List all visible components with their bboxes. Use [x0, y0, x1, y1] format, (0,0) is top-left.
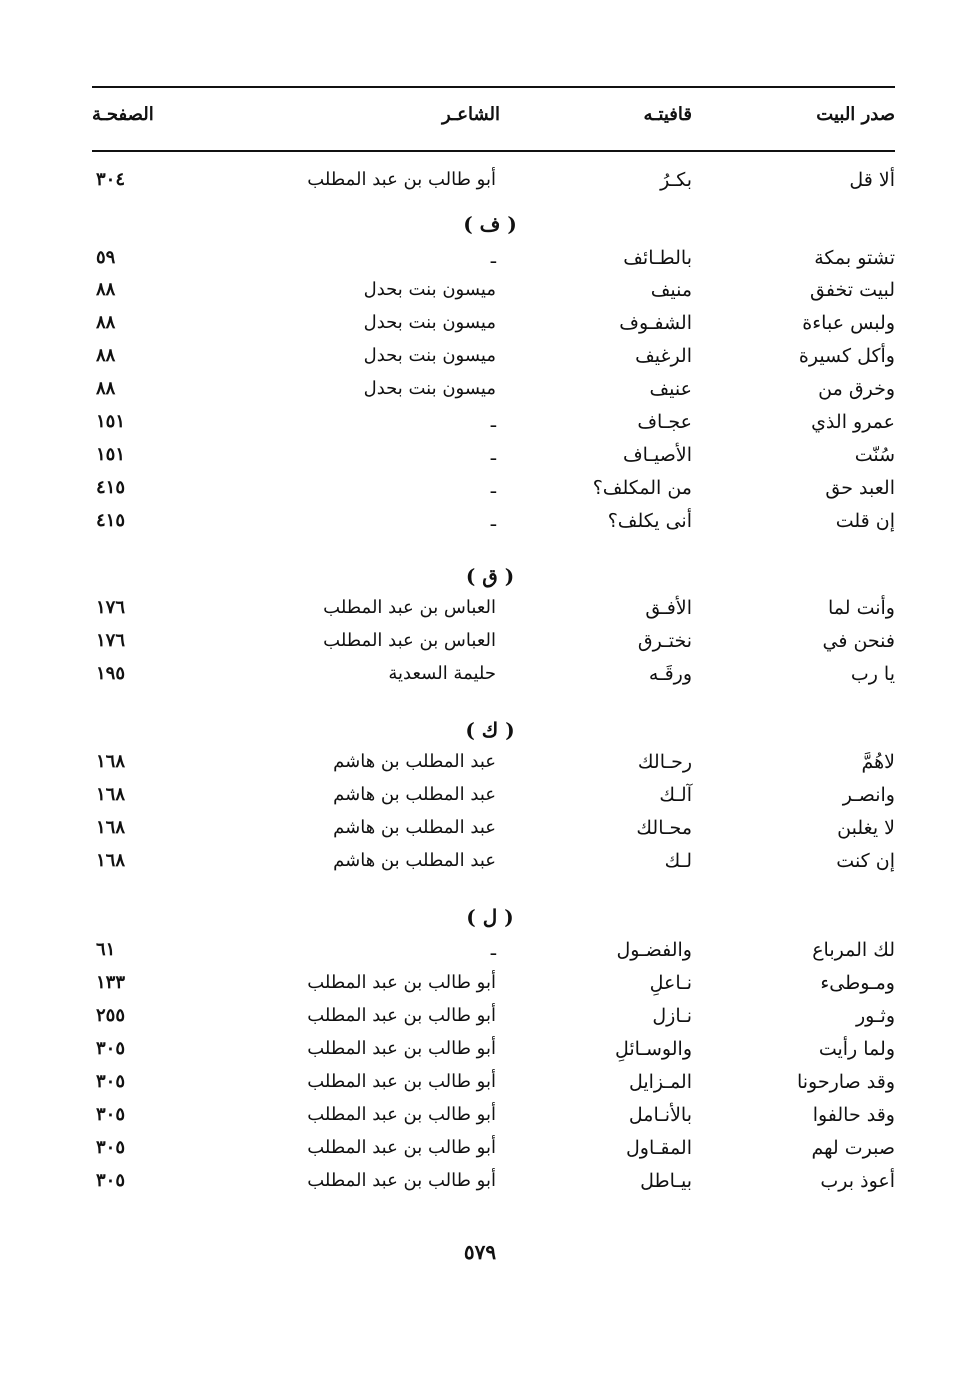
table-row — [0, 748, 957, 776]
table-row — [0, 408, 957, 436]
page-number: ١٩٥ — [96, 663, 126, 684]
header-rule — [92, 150, 895, 152]
table-row — [0, 969, 957, 997]
poet-name: ميسون بنت بحدل — [363, 345, 496, 366]
page-number: ١٣٣ — [96, 972, 126, 993]
table-row — [0, 244, 957, 272]
page-number: ١٦٨ — [96, 784, 126, 805]
verse-opening: عمرو الذي — [811, 411, 895, 433]
poet-name: عبد المطلب بن هاشم — [333, 817, 496, 838]
header-poet: الشاعـر — [442, 104, 500, 125]
page-number: ٨٨ — [96, 345, 116, 366]
table-row — [0, 309, 957, 337]
verse-rhyme: عنيف — [649, 378, 692, 400]
table-row — [0, 1101, 957, 1129]
poet-name: ـ — [490, 477, 496, 498]
page-number: ٣٠٥ — [96, 1071, 126, 1092]
verse-opening: وثـور — [855, 1005, 895, 1027]
verse-rhyme: عجـاف — [637, 411, 692, 433]
poet-name: العباس بن عبد المطلب — [323, 597, 496, 618]
page-number: ٦١ — [96, 939, 116, 960]
page-folio: ٥٧٩ — [463, 1240, 497, 1264]
page-number: ٣٠٥ — [96, 1137, 126, 1158]
table-row — [0, 594, 957, 622]
table-row — [0, 814, 957, 842]
verse-opening: صبرت لهم — [811, 1137, 895, 1159]
verse-opening: ولبس عباءة — [802, 312, 895, 334]
verse-rhyme: بالطـائف — [623, 247, 692, 269]
page-number: ٨٨ — [96, 279, 116, 300]
verse-rhyme: ورقَـه — [648, 663, 692, 685]
poet-name: أبو طالب بن عبد المطلب — [307, 1104, 496, 1125]
verse-opening: ومـوطىء — [820, 972, 895, 994]
poet-name: عبد المطلب بن هاشم — [333, 784, 496, 805]
verse-opening: لبيت تخفق — [810, 279, 895, 301]
verse-rhyme: الأفـق — [645, 597, 692, 619]
page-number: ٣٠٥ — [96, 1104, 126, 1125]
poet-name: ميسون بنت بحدل — [363, 378, 496, 399]
verse-opening: وأنت لما — [827, 597, 895, 619]
verse-opening: أعوذ برب — [820, 1170, 895, 1192]
verse-rhyme: رحـالك — [637, 751, 692, 773]
page-number: ١٦٨ — [96, 850, 126, 871]
table-row — [0, 1068, 957, 1096]
verse-opening: يا رب — [850, 663, 895, 685]
table-row — [0, 627, 957, 655]
poet-name: أبو طالب بن عبد المطلب — [307, 1170, 496, 1191]
header-qafiya: قافيتـه — [643, 104, 692, 125]
verse-rhyme: نختـرق — [637, 630, 692, 652]
verse-rhyme: والوسـائلِ — [614, 1038, 692, 1060]
table-row — [0, 1134, 957, 1162]
page-number: ١٧٦ — [96, 597, 126, 618]
page-number: ٢٥٥ — [96, 1005, 126, 1026]
section-heading: ( ف ) — [463, 212, 517, 236]
verse-opening: وأكل كسيرة — [798, 345, 895, 367]
verse-rhyme: والفضـول — [616, 939, 692, 961]
page-number: ٣٠٤ — [96, 169, 126, 190]
table-row — [0, 441, 957, 469]
page-number: ١٧٦ — [96, 630, 126, 651]
verse-rhyme: آلـك — [659, 784, 692, 806]
verse-rhyme: الرغيف — [635, 345, 692, 367]
table-row — [0, 276, 957, 304]
top-rule — [92, 86, 895, 88]
section-heading: ( ل ) — [466, 905, 514, 929]
verse-rhyme: المقـاول — [626, 1137, 692, 1159]
table-row — [0, 342, 957, 370]
verse-rhyme: منيف — [650, 279, 692, 301]
verse-opening: لاهُمَّ — [861, 751, 895, 773]
page-number: ١٥١ — [96, 411, 126, 432]
poet-name: أبو طالب بن عبد المطلب — [307, 169, 496, 190]
table-row — [0, 936, 957, 964]
poet-name: أبو طالب بن عبد المطلب — [307, 972, 496, 993]
table-row — [0, 847, 957, 875]
poet-name: ميسون بنت بحدل — [363, 279, 496, 300]
table-row — [0, 781, 957, 809]
poet-name: ـ — [490, 247, 496, 268]
table-row — [0, 660, 957, 688]
page-number: ١٥١ — [96, 444, 126, 465]
page-number: ٨٨ — [96, 378, 116, 399]
poet-name: عبد المطلب بن هاشم — [333, 751, 496, 772]
verse-rhyme: من المكلف؟ — [592, 477, 692, 499]
verse-opening: لا يغلبن — [837, 817, 895, 839]
verse-opening: وقد صارحونا — [796, 1071, 895, 1093]
page-number: ١٦٨ — [96, 817, 126, 838]
verse-opening: فنحن في — [822, 630, 895, 652]
page-number: ٥٩ — [96, 247, 116, 268]
verse-rhyme: بالأنـامل — [628, 1104, 692, 1126]
poet-name: أبو طالب بن عبد المطلب — [307, 1137, 496, 1158]
page-number: ٨٨ — [96, 312, 116, 333]
header-sadr: صدر البيت — [816, 104, 895, 125]
verse-opening: تشتو بمكة — [814, 247, 895, 269]
verse-opening: إن كنت — [836, 850, 895, 872]
table-row — [0, 1002, 957, 1030]
section-heading: ( ق ) — [465, 564, 515, 588]
verse-rhyme: نـازل — [652, 1005, 692, 1027]
verse-opening: سُنّت — [854, 444, 895, 466]
poet-name: أبو طالب بن عبد المطلب — [307, 1038, 496, 1059]
verse-opening: ألا قل — [849, 169, 895, 191]
verse-opening: وانصـر — [842, 784, 895, 806]
table-row — [0, 474, 957, 502]
poet-name: ـ — [490, 510, 496, 531]
verse-opening: العبد حق — [825, 477, 895, 499]
verse-rhyme: بكـرُ — [660, 169, 692, 191]
verse-opening: وخرق من — [818, 378, 895, 400]
verse-rhyme: لـك — [664, 850, 692, 872]
verse-rhyme: محـالك — [636, 817, 692, 839]
verse-opening: إن قلت — [835, 510, 895, 532]
poet-name: ميسون بنت بحدل — [363, 312, 496, 333]
table-row — [0, 507, 957, 535]
verse-rhyme: نـاعلِ — [649, 972, 692, 994]
verse-rhyme: الشفـوف — [619, 312, 692, 334]
page-number: ٣٠٥ — [96, 1170, 126, 1191]
poet-name: أبو طالب بن عبد المطلب — [307, 1071, 496, 1092]
poet-name: حليمة السعدية — [388, 663, 496, 684]
table-row — [0, 1035, 957, 1063]
page-number: ٣٠٥ — [96, 1038, 126, 1059]
page-number: ٤١٥ — [96, 477, 126, 498]
verse-rhyme: الأصيـاف — [622, 444, 692, 466]
verse-opening: لك المرباع — [812, 939, 895, 961]
page-number: ١٦٨ — [96, 751, 126, 772]
verse-opening: وقد حالفوا — [812, 1104, 895, 1126]
header-page: الصفحـة — [92, 104, 154, 125]
table-row — [0, 375, 957, 403]
poet-name: أبو طالب بن عبد المطلب — [307, 1005, 496, 1026]
poet-name: ـ — [490, 411, 496, 432]
table-row — [0, 1167, 957, 1195]
poet-name: ـ — [490, 444, 496, 465]
verse-rhyme: المـزايل — [628, 1071, 692, 1093]
table-row — [0, 166, 957, 194]
poet-name: العباس بن عبد المطلب — [323, 630, 496, 651]
verse-opening: ولما رأيت — [818, 1038, 895, 1060]
poet-name: عبد المطلب بن هاشم — [333, 850, 496, 871]
verse-rhyme: بيـاطل — [640, 1170, 692, 1192]
page-number: ٤١٥ — [96, 510, 126, 531]
section-heading: ( ك ) — [465, 718, 515, 742]
poet-name: ـ — [490, 939, 496, 960]
verse-rhyme: أنى يكلف؟ — [607, 510, 692, 532]
